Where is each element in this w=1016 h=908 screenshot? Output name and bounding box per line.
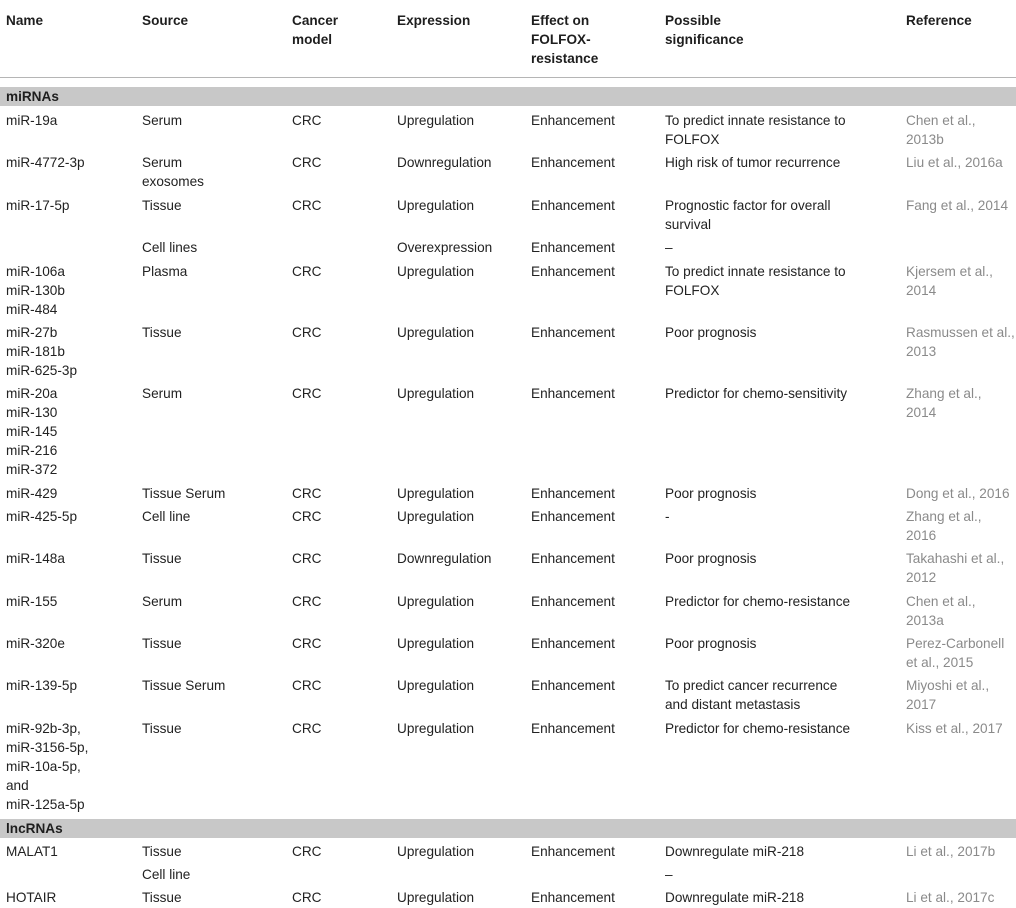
cell-significance: High risk of tumor recurrence: [665, 155, 841, 170]
cell-name: miR-92b-3p, miR-3156-5p, miR-10a-5p, and miR-125a-5p: [6, 721, 89, 812]
cell-effect: Enhancement: [531, 264, 615, 279]
cell-effect: Enhancement: [531, 594, 615, 609]
cell-significance: Downregulate miR-218: [665, 844, 805, 859]
cell-name: miR-106a miR-130b miR-484: [6, 264, 65, 317]
cell-cancer-model: CRC: [292, 721, 322, 736]
section-band-mirnas: [0, 87, 1016, 106]
cell-reference: Rasmussen et al., 2013: [906, 325, 1015, 359]
cell-cancer-model: CRC: [292, 198, 322, 213]
section-label-lncrnas: lncRNAs: [6, 821, 63, 836]
cell-expression: Overexpression: [397, 240, 493, 255]
cell-effect: Enhancement: [531, 844, 615, 859]
cell-source: Tissue: [142, 890, 182, 905]
cell-name: miR-27b miR-181b miR-625-3p: [6, 325, 78, 378]
cell-source: Tissue: [142, 844, 182, 859]
cell-expression: Downregulation: [397, 551, 492, 566]
cell-name: miR-320e: [6, 636, 65, 651]
cell-source: Cell line: [142, 867, 191, 882]
cell-expression: Upregulation: [397, 678, 475, 693]
cell-source: Cell line: [142, 509, 191, 524]
cell-significance: Poor prognosis: [665, 636, 757, 651]
cell-cancer-model: CRC: [292, 678, 322, 693]
cell-reference: Zhang et al., 2016: [906, 509, 982, 543]
cell-significance: Poor prognosis: [665, 325, 757, 340]
cell-reference: Kiss et al., 2017: [906, 721, 1003, 736]
cell-source: Tissue: [142, 721, 182, 736]
cell-expression: Upregulation: [397, 844, 475, 859]
cell-significance: -: [665, 509, 670, 524]
cell-cancer-model: CRC: [292, 594, 322, 609]
cell-reference: Kjersem et al., 2014: [906, 264, 993, 298]
cell-effect: Enhancement: [531, 486, 615, 501]
cell-significance: Downregulate miR-218: [665, 890, 805, 905]
cell-significance: To predict cancer recurrence and distant metastasis: [665, 678, 838, 712]
cell-significance: –: [665, 867, 673, 882]
cell-cancer-model: CRC: [292, 113, 322, 128]
cell-effect: Enhancement: [531, 678, 615, 693]
cell-expression: Upregulation: [397, 594, 475, 609]
cell-reference: Chen et al., 2013a: [906, 594, 976, 628]
cell-source: Plasma: [142, 264, 188, 279]
cell-cancer-model: CRC: [292, 509, 322, 524]
cell-reference: Chen et al., 2013b: [906, 113, 976, 147]
cell-source: Tissue Serum: [142, 678, 226, 693]
cell-reference: Miyoshi et al., 2017: [906, 678, 990, 712]
cell-name: miR-148a: [6, 551, 65, 566]
cell-cancer-model: CRC: [292, 844, 322, 859]
cell-reference: Fang et al., 2014: [906, 198, 1009, 213]
cell-effect: Enhancement: [531, 551, 615, 566]
cell-name: HOTAIR: [6, 890, 57, 905]
cell-effect: Enhancement: [531, 509, 615, 524]
cell-effect: Enhancement: [531, 890, 615, 905]
cell-name: MALAT1: [6, 844, 58, 859]
cell-significance: Poor prognosis: [665, 486, 757, 501]
cell-source: Serum: [142, 594, 183, 609]
cell-effect: Enhancement: [531, 155, 615, 170]
cell-name: miR-425-5p: [6, 509, 78, 524]
cell-significance: Predictor for chemo-resistance: [665, 594, 851, 609]
cell-expression: Upregulation: [397, 636, 475, 651]
cell-expression: Upregulation: [397, 890, 475, 905]
cell-significance: Prognostic factor for overall survival: [665, 198, 831, 232]
header-effect: Effect on FOLFOX- resistance: [531, 13, 599, 66]
cell-source: Tissue Serum: [142, 486, 226, 501]
cell-name: miR-4772-3p: [6, 155, 85, 170]
cell-expression: Downregulation: [397, 155, 492, 170]
cell-cancer-model: CRC: [292, 264, 322, 279]
cell-significance: Predictor for chemo-resistance: [665, 721, 851, 736]
cell-name: miR-155: [6, 594, 58, 609]
cell-significance: Poor prognosis: [665, 551, 757, 566]
header-reference: Reference: [906, 13, 972, 28]
header-significance: Possible significance: [665, 13, 744, 47]
cell-reference: Li et al., 2017b: [906, 844, 996, 859]
cell-significance: To predict innate resistance to FOLFOX: [665, 264, 846, 298]
cell-expression: Upregulation: [397, 721, 475, 736]
cell-name: miR-429: [6, 486, 58, 501]
section-label-mirnas: miRNAs: [6, 89, 59, 104]
cell-source: Tissue: [142, 325, 182, 340]
cell-significance: Predictor for chemo-sensitivity: [665, 386, 848, 401]
cell-cancer-model: CRC: [292, 155, 322, 170]
cell-expression: Upregulation: [397, 509, 475, 524]
cell-effect: Enhancement: [531, 240, 615, 255]
cell-significance: –: [665, 240, 673, 255]
cell-source: Tissue: [142, 198, 182, 213]
cell-source: Serum: [142, 386, 183, 401]
header-expression: Expression: [397, 13, 471, 28]
cell-source: Cell lines: [142, 240, 198, 255]
cell-effect: Enhancement: [531, 721, 615, 736]
cell-cancer-model: CRC: [292, 386, 322, 401]
cell-cancer-model: CRC: [292, 486, 322, 501]
cell-name: miR-19a: [6, 113, 58, 128]
cell-effect: Enhancement: [531, 113, 615, 128]
cell-cancer-model: CRC: [292, 325, 322, 340]
cell-cancer-model: CRC: [292, 551, 322, 566]
cell-reference: Perez-Carbonell et al., 2015: [906, 636, 1005, 670]
header-rule: [0, 77, 1016, 78]
cell-effect: Enhancement: [531, 636, 615, 651]
cell-effect: Enhancement: [531, 325, 615, 340]
cell-expression: Upregulation: [397, 486, 475, 501]
section-band-lncrnas: [0, 819, 1016, 838]
cell-reference: Takahashi et al., 2012: [906, 551, 1005, 585]
cell-cancer-model: CRC: [292, 890, 322, 905]
cell-effect: Enhancement: [531, 386, 615, 401]
cell-name: miR-17-5p: [6, 198, 70, 213]
header-source: Source: [142, 13, 189, 28]
cell-source: Serum: [142, 113, 183, 128]
cell-expression: Upregulation: [397, 113, 475, 128]
cell-reference: Li et al., 2017c: [906, 890, 995, 905]
cell-expression: Upregulation: [397, 198, 475, 213]
cell-source: Serum exosomes: [142, 155, 204, 189]
cell-source: Tissue: [142, 636, 182, 651]
header-name: Name: [6, 13, 44, 28]
cell-reference: Zhang et al., 2014: [906, 386, 982, 420]
cell-cancer-model: CRC: [292, 636, 322, 651]
cell-expression: Upregulation: [397, 264, 475, 279]
cell-significance: To predict innate resistance to FOLFOX: [665, 113, 846, 147]
header-cancer-model: Cancer model: [292, 13, 339, 47]
cell-expression: Upregulation: [397, 386, 475, 401]
cell-expression: Upregulation: [397, 325, 475, 340]
cell-effect: Enhancement: [531, 198, 615, 213]
cell-source: Tissue: [142, 551, 182, 566]
cell-reference: Dong et al., 2016: [906, 486, 1010, 501]
cell-name: miR-139-5p: [6, 678, 78, 693]
cell-reference: Liu et al., 2016a: [906, 155, 1003, 170]
cell-name: miR-20a miR-130 miR-145 miR-216 miR-372: [6, 386, 58, 477]
